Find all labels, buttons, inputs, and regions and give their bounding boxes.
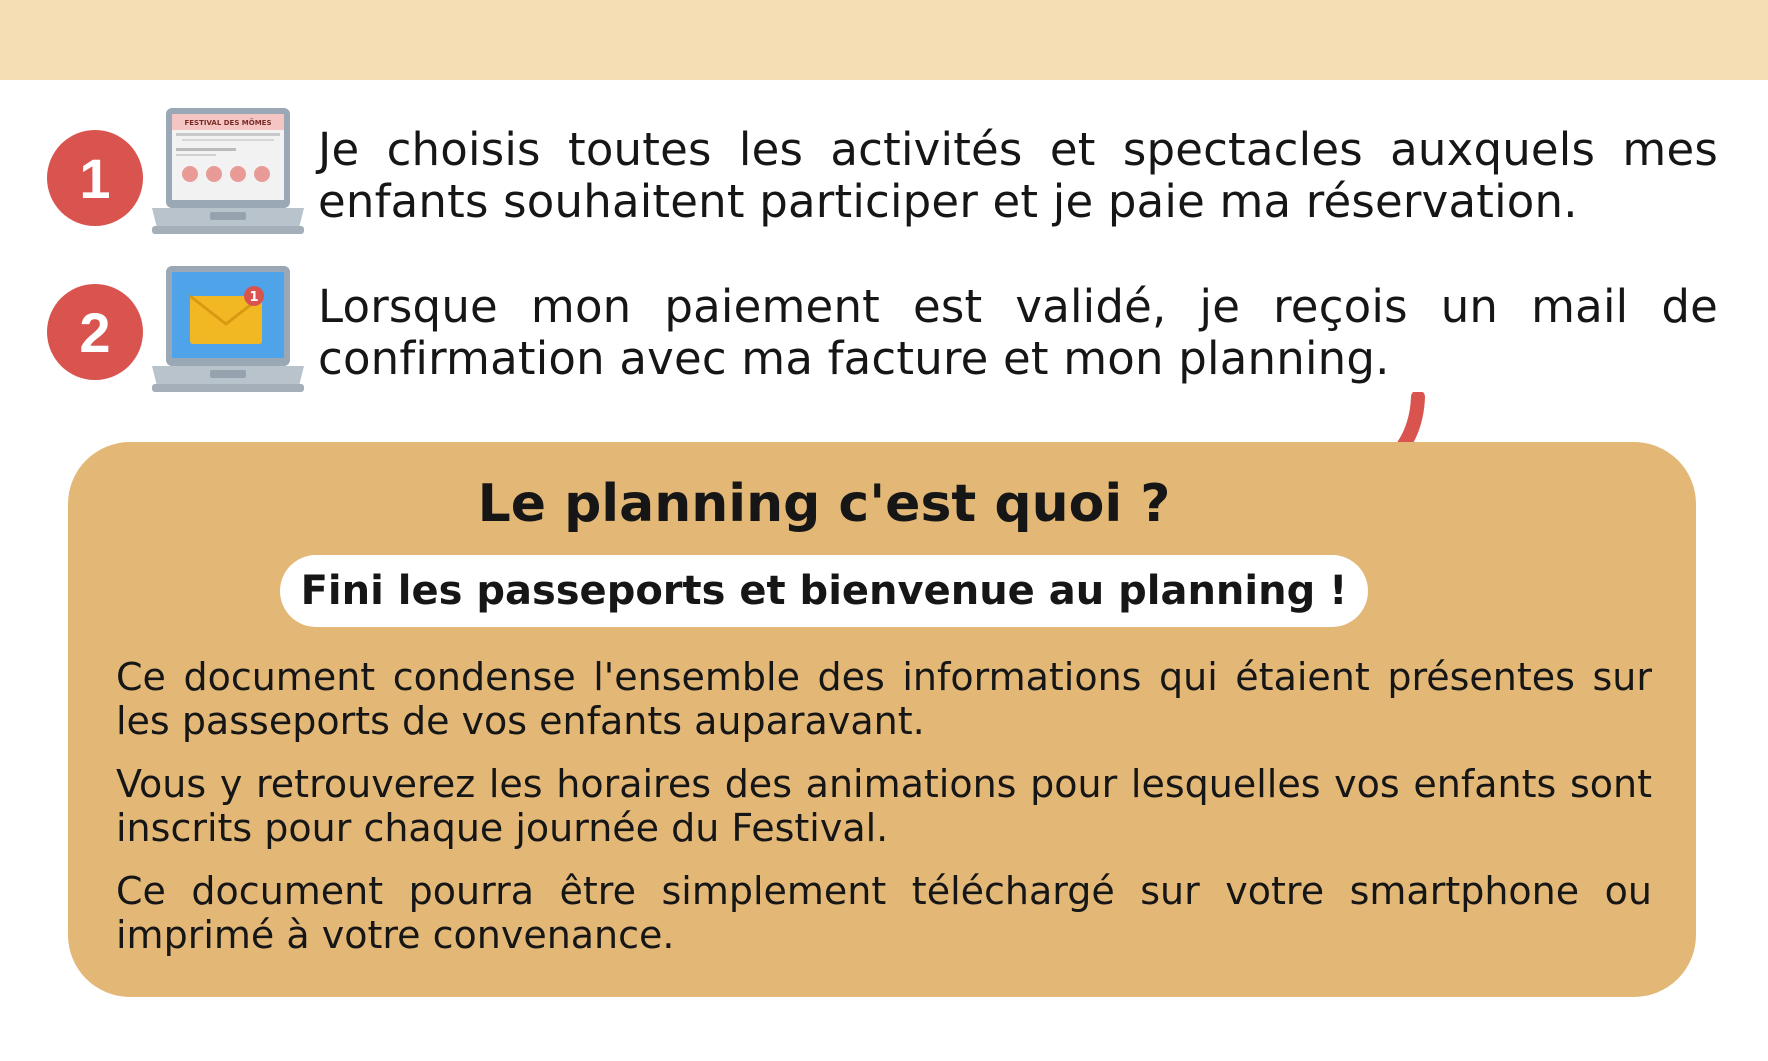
notification-count: 1 [249, 290, 259, 305]
paragraph-3-text: Ce document pourra être simplement téléchargé sur votre smartphone ou imprimé à votre convenance. [116, 869, 1652, 957]
body-paragraph-1 [116, 655, 1652, 743]
subtitle-pill [280, 555, 1368, 627]
body-paragraph-2 [116, 762, 1652, 850]
laptop-website-icon [152, 108, 304, 240]
panel-title: Le planning c'est quoi ? [477, 474, 1171, 534]
paragraph-2-text: Vous y retrouverez les horaires des animations pour lesquelles vos enfants sont inscrits pour chaque journée du Festival. [116, 762, 1652, 850]
subtitle-text: Fini les passeports et bienvenue au planning ! [300, 568, 1348, 614]
step-1-badge [47, 130, 143, 226]
step-2-number: 2 [79, 300, 111, 364]
step-2-badge [47, 284, 143, 380]
body-paragraph-3 [116, 869, 1652, 957]
screen-title: FESTIVAL DES MÔMES [184, 119, 272, 127]
step-1-number: 1 [79, 146, 111, 210]
top-band [0, 0, 1768, 80]
paragraph-1-text: Ce document condense l'ensemble des informations qui étaient présentes sur les passeports de vos enfants auparavant. [116, 655, 1652, 743]
step-2-text: Lorsque mon paiement est validé, je reçois un mail de confirmation avec ma facture et mon planning. [318, 280, 1718, 385]
step-1-text: Je choisis toutes les activités et spectacles auxquels mes enfants souhaitent participer et je paie ma réservation. [318, 123, 1718, 228]
laptop-mail-icon [152, 266, 304, 398]
